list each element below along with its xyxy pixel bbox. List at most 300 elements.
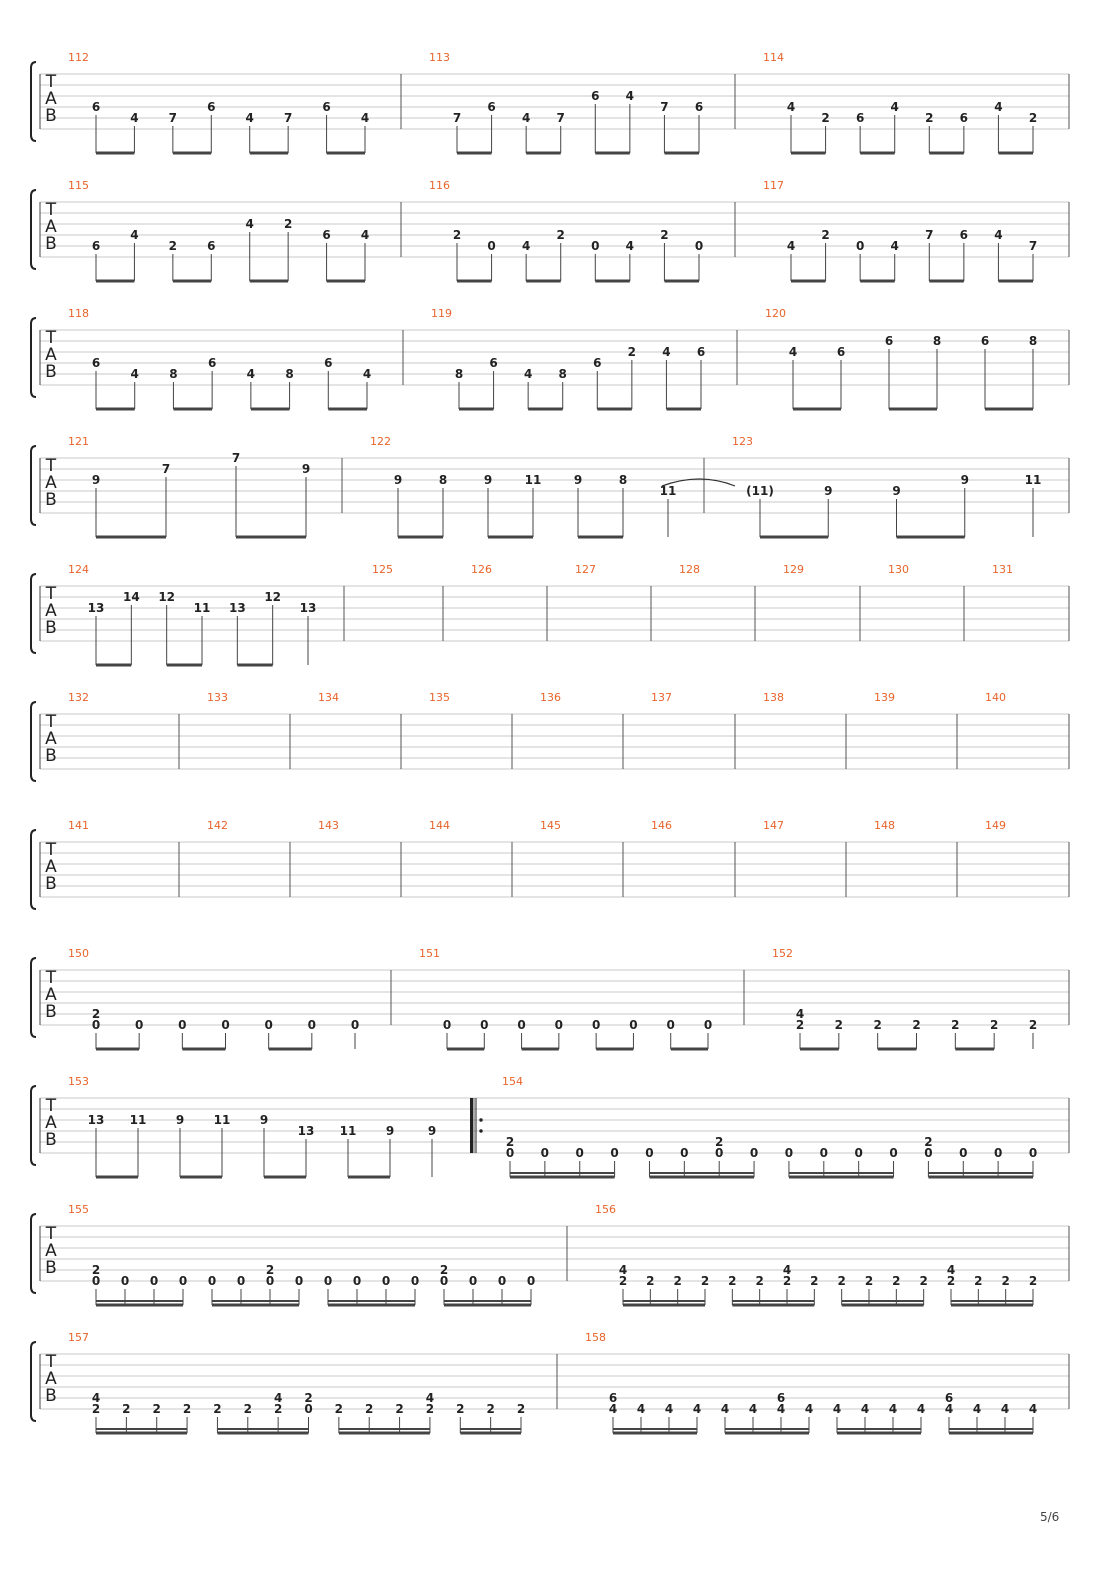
measure-number: 113 (429, 51, 450, 64)
tab-note (924, 1135, 932, 1177)
tab-clef-letter: B (45, 1386, 57, 1406)
fret-number: 2 (91, 1263, 101, 1277)
fret-number: 8 (1028, 334, 1038, 348)
tab-note (925, 111, 933, 153)
tab-note (489, 356, 497, 409)
tab-note (221, 1018, 229, 1049)
tab-note (169, 239, 177, 281)
fret-number: 0 (540, 1146, 550, 1160)
fret-number: 9 (301, 462, 311, 476)
staff-system (31, 307, 1069, 409)
fret-number: 11 (193, 601, 211, 615)
fret-number: 2 (452, 228, 462, 242)
tab-note (260, 1113, 268, 1177)
tab-note (130, 111, 138, 153)
fret-number: 2 (618, 1274, 628, 1288)
fret-number: 2 (755, 1274, 764, 1288)
tab-clef-letter: T (45, 1096, 57, 1116)
fret-number: 7 (660, 100, 669, 114)
tab-note (176, 1113, 184, 1177)
staff-system (31, 1075, 1069, 1177)
tab-note (300, 601, 317, 665)
tab-note (715, 1135, 723, 1177)
tab-note (777, 1391, 785, 1433)
tab-note (994, 100, 1002, 153)
fret-number: 0 (487, 239, 496, 253)
tab-note (522, 111, 530, 153)
fret-number: 0 (959, 1146, 968, 1160)
fret-number: 6 (696, 345, 706, 359)
fret-number: 4 (130, 111, 139, 125)
measure-number: 140 (985, 691, 1006, 704)
system-bracket (31, 702, 36, 781)
measure-number: 148 (874, 819, 895, 832)
tab-note (302, 462, 310, 537)
tab-note (386, 1124, 394, 1177)
tab-clef-letter: A (45, 857, 57, 877)
tab-clef-letter: B (45, 1130, 57, 1150)
fret-number: 4 (994, 100, 1003, 114)
tab-note (626, 239, 634, 281)
measure-number: 143 (318, 819, 339, 832)
fret-number: 0 (554, 1018, 564, 1032)
measure-number: 152 (772, 947, 793, 960)
fret-number: 4 (246, 367, 256, 381)
fret-number: 0 (749, 1146, 759, 1160)
fret-number: 0 (645, 1146, 654, 1160)
fret-number: 6 (884, 334, 894, 348)
fret-number: 0 (265, 1274, 275, 1288)
tab-note (443, 1018, 451, 1049)
repeat-thick-bar (470, 1098, 473, 1153)
tab-clef-letter: T (45, 72, 57, 92)
fret-number: 4 (748, 1402, 758, 1416)
tab-note (274, 1391, 282, 1433)
tab-note (428, 1124, 436, 1177)
system-bracket (31, 1086, 36, 1165)
measure-number: 158 (585, 1331, 606, 1344)
fret-number: 12 (158, 590, 176, 604)
tab-note (697, 345, 705, 409)
fret-number: 9 (175, 1113, 185, 1127)
tab-note (130, 228, 138, 281)
tab-note (453, 228, 461, 281)
tab-clef-letter: B (45, 1002, 57, 1022)
fret-number: 6 (207, 239, 216, 253)
fret-number: 4 (523, 367, 533, 381)
tab-note (591, 89, 599, 153)
tab-note (837, 345, 845, 409)
fret-number: 2 (919, 1274, 928, 1288)
measure-number: 131 (992, 563, 1013, 576)
staff-system (31, 819, 1069, 909)
fret-number: 2 (439, 1263, 449, 1277)
measure-number: 130 (888, 563, 909, 576)
fret-number: 4 (972, 1402, 982, 1416)
fret-number: 8 (438, 473, 448, 487)
fret-number: 6 (980, 334, 990, 348)
fret-number: 6 (591, 89, 600, 103)
fret-number: 4 (786, 239, 796, 253)
tab-note (660, 100, 668, 153)
fret-number: 0 (442, 1018, 452, 1032)
fret-number: 2 (243, 1402, 252, 1416)
fret-number: 8 (558, 367, 567, 381)
measure-number: 127 (575, 563, 596, 576)
tab-note (892, 484, 900, 537)
tab-clef-letter: A (45, 985, 57, 1005)
fret-number: 2 (864, 1274, 874, 1288)
fret-number: 13 (299, 601, 317, 615)
tab-clef-letter: B (45, 746, 57, 766)
tab-clef-letter: T (45, 584, 57, 604)
staff-system (31, 179, 1069, 281)
tab-clef-letter: T (45, 328, 57, 348)
fret-number: 4 (618, 1263, 628, 1277)
measure-number: 132 (68, 691, 89, 704)
staff-system (31, 1331, 1069, 1433)
tab-clef-letter: A (45, 345, 57, 365)
fret-number: 4 (860, 1402, 870, 1416)
system-bracket (31, 62, 36, 141)
fret-number: 4 (1028, 1402, 1038, 1416)
fret-number: 6 (836, 345, 846, 359)
tab-note (891, 239, 899, 281)
fret-number: 2 (834, 1018, 844, 1032)
fret-number: 7 (1028, 239, 1038, 253)
tab-note (487, 100, 495, 153)
tab-note (123, 590, 140, 665)
tab-note (506, 1135, 514, 1177)
tab-note (574, 473, 582, 537)
tab-note (1025, 473, 1042, 537)
tab-note (951, 1018, 959, 1049)
system-bracket (31, 1214, 36, 1293)
fret-number: 11 (129, 1113, 147, 1127)
fret-number: 4 (782, 1263, 792, 1277)
tab-note (629, 1018, 637, 1049)
measure-number: 156 (595, 1203, 616, 1216)
measure-number: 129 (783, 563, 804, 576)
fret-number: 2 (91, 1402, 101, 1416)
tab-clef-letter: T (45, 1352, 57, 1372)
fret-number: 7 (556, 111, 565, 125)
fret-number: 0 (526, 1274, 536, 1288)
tab-note (619, 473, 627, 537)
fret-number: 0 (307, 1018, 317, 1032)
measure-number: 146 (651, 819, 672, 832)
fret-number: 2 (91, 1007, 101, 1021)
fret-number: 7 (231, 451, 241, 465)
fret-number: 12 (264, 590, 282, 604)
fret-number: 11 (339, 1124, 357, 1138)
fret-number: 4 (890, 100, 899, 114)
fret-number: 0 (591, 1018, 601, 1032)
tab-clef-letter: A (45, 729, 57, 749)
fret-number: 0 (221, 1018, 230, 1032)
tab-note (266, 1263, 274, 1305)
tab-clef-letter: A (45, 601, 57, 621)
tab-note (619, 1263, 627, 1305)
fret-number: 0 (91, 1274, 101, 1288)
fret-number: 0 (889, 1146, 898, 1160)
tab-note (92, 1263, 100, 1305)
fret-number: 4 (692, 1402, 702, 1416)
fret-number: 4 (608, 1402, 618, 1416)
fret-number: 9 (427, 1124, 437, 1138)
tab-clef-letter: T (45, 968, 57, 988)
fret-number: 2 (892, 1274, 901, 1288)
fret-number: 0 (703, 1018, 713, 1032)
fret-number: 4 (130, 367, 139, 381)
measure-number: 115 (68, 179, 89, 192)
tab-note (947, 1263, 955, 1305)
fret-number: (11) (746, 484, 774, 498)
fret-number: 2 (556, 228, 565, 242)
tab-clef-letter: B (45, 618, 57, 638)
tab-note (480, 1018, 488, 1049)
fret-number: 2 (1001, 1274, 1010, 1288)
tab-note (92, 473, 100, 537)
fret-number: 0 (91, 1018, 101, 1032)
measure-number: 118 (68, 307, 89, 320)
system-bracket (31, 1342, 36, 1421)
tab-note (783, 1263, 791, 1305)
tab-note (284, 111, 292, 153)
fret-number: 13 (87, 601, 105, 615)
measure-number: 141 (68, 819, 89, 832)
fret-number: 6 (207, 356, 217, 370)
tab-note (1029, 239, 1037, 281)
fret-number: 0 (694, 239, 704, 253)
fret-number: 4 (776, 1402, 786, 1416)
tab-note (667, 1018, 675, 1049)
tab-note (92, 1391, 100, 1433)
measure-number: 126 (471, 563, 492, 576)
fret-number: 2 (925, 111, 934, 125)
fret-number: 9 (259, 1113, 269, 1127)
tab-note (453, 111, 461, 153)
tab-note (264, 1018, 272, 1049)
measure-number: 117 (763, 179, 784, 192)
fret-number: 4 (662, 345, 671, 359)
fret-number: 9 (91, 473, 101, 487)
fret-number: 0 (784, 1146, 794, 1160)
tab-note (394, 473, 402, 537)
fret-number: 2 (873, 1018, 882, 1032)
fret-number: 0 (610, 1146, 619, 1160)
system-bracket (31, 318, 36, 397)
measure-number: 153 (68, 1075, 89, 1088)
fret-number: 4 (625, 89, 635, 103)
tab-clef-letter: T (45, 456, 57, 476)
tab-note (208, 356, 216, 409)
tab-note (169, 111, 177, 153)
fret-number: 11 (1024, 473, 1042, 487)
fret-number: 6 (944, 1391, 954, 1405)
tab-clef-letter: A (45, 473, 57, 493)
fret-number: 2 (1028, 1274, 1038, 1288)
fret-number: 4 (91, 1391, 101, 1405)
fret-number: 4 (245, 217, 254, 231)
fret-number: 2 (821, 228, 830, 242)
fret-number: 0 (410, 1274, 420, 1288)
fret-number: 2 (283, 217, 293, 231)
tab-clef-letter: T (45, 712, 57, 732)
measure-number: 125 (372, 563, 393, 576)
fret-number: 2 (265, 1263, 275, 1277)
fret-number: 2 (974, 1274, 983, 1288)
fret-number: 2 (627, 345, 637, 359)
fret-number: 0 (207, 1274, 217, 1288)
fret-number: 6 (487, 100, 496, 114)
fret-number: 0 (1028, 1146, 1038, 1160)
fret-number: 2 (1028, 1018, 1038, 1032)
tab-note (960, 228, 968, 281)
fret-number: 2 (989, 1018, 999, 1032)
measure-number: 157 (68, 1331, 89, 1344)
fret-number: 0 (517, 1018, 526, 1032)
fret-number: 2 (152, 1402, 161, 1416)
fret-number: 6 (322, 100, 331, 114)
fret-number: 2 (912, 1018, 921, 1032)
tab-note (592, 1018, 600, 1049)
tab-note (660, 484, 677, 537)
fret-number: 8 (618, 473, 628, 487)
fret-number: 0 (134, 1018, 144, 1032)
tab-clef-letter: B (45, 490, 57, 510)
tab-note (912, 1018, 920, 1049)
fret-number: 2 (304, 1391, 313, 1405)
fret-number: 4 (425, 1391, 435, 1405)
fret-number: 7 (452, 111, 462, 125)
fret-number: 4 (245, 111, 254, 125)
fret-number: 2 (837, 1274, 846, 1288)
measure-number: 116 (429, 179, 450, 192)
staff-system (31, 563, 1069, 665)
fret-number: 14 (122, 590, 140, 604)
staff-system (31, 51, 1069, 153)
tab-note (787, 239, 795, 281)
fret-number: 4 (625, 239, 635, 253)
fret-number: 2 (122, 1402, 131, 1416)
tab-note (304, 1391, 312, 1433)
fret-number: 2 (168, 239, 178, 253)
fret-number: 2 (700, 1274, 710, 1288)
tab-note (207, 100, 215, 153)
fret-number: 6 (91, 239, 101, 253)
fret-number: 9 (483, 473, 493, 487)
fret-number: 0 (304, 1402, 313, 1416)
fret-number: 11 (213, 1113, 231, 1127)
tab-note (933, 334, 941, 409)
fret-number: 2 (673, 1274, 682, 1288)
tab-note (92, 356, 100, 409)
tab-note (961, 473, 969, 537)
tab-note (789, 345, 797, 409)
tab-clef-letter: A (45, 1113, 57, 1133)
fret-number: 9 (393, 473, 403, 487)
tab-note (130, 1113, 147, 1177)
fret-number: 0 (854, 1146, 863, 1160)
fret-number: 0 (178, 1018, 187, 1032)
fret-number: 4 (916, 1402, 926, 1416)
fret-number: 9 (824, 484, 833, 498)
tab-note (426, 1391, 434, 1433)
fret-number: 4 (521, 239, 531, 253)
fret-number: 0 (178, 1274, 188, 1288)
tab-note (746, 484, 774, 537)
tab-note (487, 239, 495, 281)
tab-note (787, 100, 795, 153)
tab-note (169, 367, 177, 409)
fret-number: 0 (323, 1274, 333, 1288)
tab-clef-letter: B (45, 362, 57, 382)
measure-number: 139 (874, 691, 895, 704)
tab-clef-letter: A (45, 89, 57, 109)
fret-number: 6 (91, 100, 101, 114)
tab-clef-letter: B (45, 1258, 57, 1278)
tab-note (322, 100, 330, 153)
tab-note (662, 345, 670, 409)
tab-note (609, 1391, 617, 1433)
tab-note (557, 111, 565, 153)
fret-number: 2 (273, 1402, 283, 1416)
tab-note (695, 239, 703, 281)
tab-note (229, 601, 246, 665)
fret-number: 0 (236, 1274, 246, 1288)
tab-note (246, 111, 254, 153)
tab-note (88, 601, 105, 665)
tab-note (885, 334, 893, 409)
staff-system (31, 1203, 1069, 1305)
fret-number: 4 (888, 1402, 898, 1416)
tab-note (555, 1018, 563, 1049)
fret-number: 2 (1028, 111, 1038, 125)
tab-clef-letter: B (45, 874, 57, 894)
tab-note (695, 100, 703, 153)
fret-number: 2 (425, 1402, 435, 1416)
tab-note (626, 89, 634, 153)
tab-clef-letter: A (45, 1241, 57, 1261)
tab-note (351, 1018, 359, 1049)
tab-note (298, 1124, 315, 1177)
tab-note (821, 111, 829, 153)
tab-note (484, 473, 492, 537)
fret-number: 6 (959, 228, 969, 242)
tab-note (246, 217, 254, 281)
fret-number: 7 (161, 462, 171, 476)
fret-number: 9 (892, 484, 901, 498)
fret-number: 2 (334, 1402, 344, 1416)
fret-number: 0 (294, 1274, 304, 1288)
tab-note (522, 239, 530, 281)
system-bracket (31, 446, 36, 525)
tab-note (361, 111, 369, 153)
tab-note (162, 462, 170, 537)
fret-number: 4 (130, 228, 139, 242)
tab-note (593, 356, 601, 409)
tab-note (990, 1018, 998, 1049)
tab-note (308, 1018, 316, 1049)
tab-note (559, 367, 567, 409)
tab-note (92, 239, 100, 281)
fret-number: 4 (664, 1402, 674, 1416)
fret-number: 7 (925, 228, 934, 242)
fret-number: 4 (946, 1263, 956, 1277)
measure-number: 134 (318, 691, 339, 704)
fret-number: 6 (593, 356, 602, 370)
